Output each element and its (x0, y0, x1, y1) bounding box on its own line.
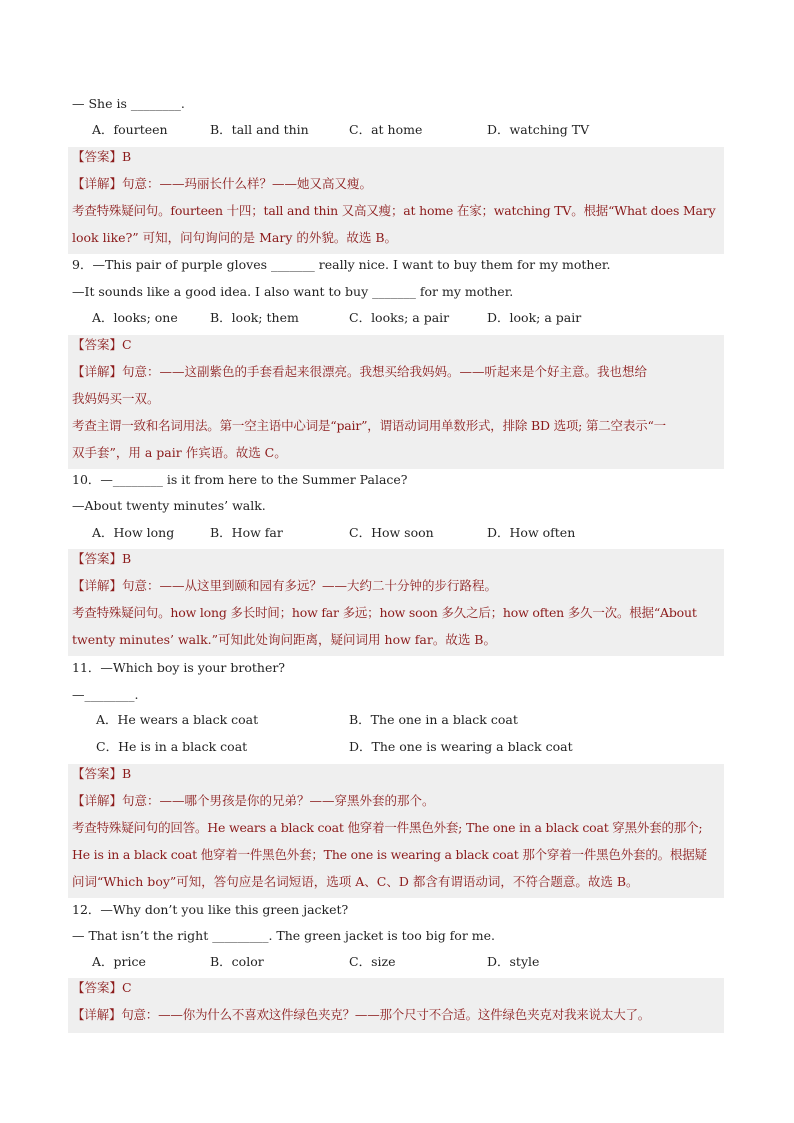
option-b: B．look; them (210, 310, 299, 325)
q12-question-2: — That isn’t the right _________. The green jacket is too big for me. (72, 928, 495, 943)
q9-detail-1: 【详解】句意：——这副紫色的手套看起来很漂亮。我想买给我妈妈。——听起来是个好主意。我也想给 (72, 364, 648, 379)
q11-options-row-2 (72, 733, 724, 760)
q9-answer: 【答案】C (72, 337, 132, 352)
option-d: D．How often (487, 525, 576, 540)
option-b: B．How far (210, 525, 283, 540)
q11-detail-4: 问词“Which boy”可知，答句应是名词短语，选项 A、C、D 都含有谓语动词，不符合题意。故选 B。 (72, 874, 639, 889)
q8-answer: 【答案】B (72, 149, 132, 164)
option-a: A．He wears a black coat (96, 712, 259, 727)
q9-question-2: —It sounds like a good idea. I also want to buy _______ for my mother. (72, 284, 514, 299)
option-a: A．fourteen (92, 122, 168, 137)
option-a: A．looks; one (92, 310, 178, 325)
q9-detail-4: 双手套”，用 a pair 作宾语。故选 C。 (72, 445, 287, 460)
q9-detail-2: 我妈妈买一双。 (72, 391, 160, 406)
option-d: D．The one is wearing a black coat (349, 739, 573, 754)
option-c: C．at home (349, 122, 423, 137)
q12-detail-1: 【详解】句意：——你为什么不喜欢这件绿色夹克？——那个尺寸不合适。这件绿色夹克对我来说太大了。 (72, 1007, 651, 1022)
option-d: D．look; a pair (487, 310, 582, 325)
q11-question-1: 11．—Which boy is your brother? (72, 660, 286, 675)
q9-question-1: 9．—This pair of purple gloves _______ really nice. I want to buy them for my mother. (72, 257, 611, 272)
option-b: B．color (210, 954, 264, 969)
q11-answer: 【答案】B (72, 766, 132, 781)
q8-detail-1: 【详解】句意：——玛丽长什么样？——她又高又瘦。 (72, 176, 373, 191)
option-d: D．watching TV (487, 122, 590, 137)
option-a: A．How long (92, 525, 175, 540)
q8-detail-3: look like?” 可知，问句询问的是 Mary 的外貌。故选 B。 (72, 230, 398, 245)
q10-answer: 【答案】B (72, 551, 132, 566)
q10-detail-3: twenty minutes’ walk.”可知此处询问距离，疑问词用 how far。故选 B。 (72, 632, 496, 647)
q12-answer: 【答案】C (72, 980, 132, 995)
option-c: C．How soon (349, 525, 434, 540)
option-c: C．size (349, 954, 396, 969)
q11-detail-2: 考查特殊疑问句的回答。He wears a black coat 他穿着一件黑色外套; The one in a black coat 穿黑外套的那个; (72, 820, 703, 835)
q11-detail-3: He is in a black coat 他穿着一件黑色外套；The one is wearing a black coat 那个穿着一件黑色外套的。根据疑 (72, 847, 707, 862)
q9-options (72, 304, 724, 331)
q10-detail-2: 考查特殊疑问句。how long 多长时间；how far 多远；how soon 多久之后；how often 多久一次。根据“About (72, 605, 697, 620)
q11-question-2: —________. (72, 687, 139, 702)
q10-question-2: —About twenty minutes’ walk. (72, 498, 266, 513)
option-b: B．tall and thin (210, 122, 309, 137)
q10-detail-1: 【详解】句意：——从这里到颐和园有多远？——大约二十分钟的步行路程。 (72, 578, 498, 593)
option-c: C．He is in a black coat (96, 739, 248, 754)
q8-answer-line: — She is ________. (72, 96, 185, 111)
q8-detail-2: 考查特殊疑问句。fourteen 十四；tall and thin 又高又瘦；at home 在家；watching TV。根据“What does Mary (72, 203, 716, 218)
option-d: D．style (487, 954, 540, 969)
q9-detail-3: 考查主谓一致和名词用法。第一空主语中心词是“pair”，谓语动词用单数形式，排除 BD 选项; 第二空表示“一 (72, 418, 666, 433)
q8-options (72, 116, 724, 143)
q12-options (72, 948, 724, 975)
option-a: A．price (92, 954, 146, 969)
option-b: B．The one in a black coat (349, 712, 518, 727)
q10-question-1: 10．—________ is it from here to the Summer Palace? (72, 472, 408, 487)
option-c: C．looks; a pair (349, 310, 450, 325)
q10-options (72, 519, 724, 546)
q11-detail-1: 【详解】句意：——哪个男孩是你的兄弟？——穿黑外套的那个。 (72, 793, 435, 808)
q11-options-row-1 (72, 706, 724, 733)
q12-question-1: 12．—Why don’t you like this green jacket? (72, 902, 349, 917)
